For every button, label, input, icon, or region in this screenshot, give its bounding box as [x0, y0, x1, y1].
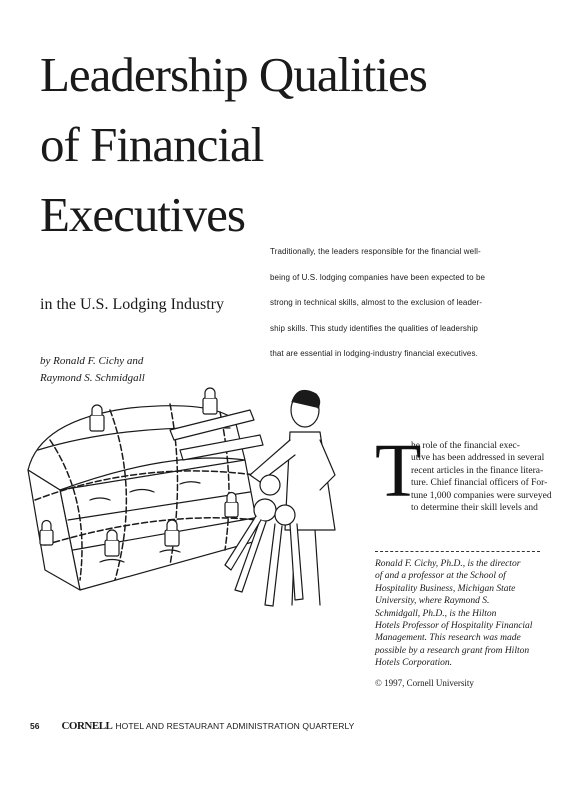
body-line-1: he role of the financial exec-: [411, 441, 520, 451]
bio-line-3: Hospitality Business, Michigan State: [375, 583, 516, 594]
abstract-line-2: being of U.S. lodging companies have been expected to be: [270, 272, 486, 282]
bio-line-4: University, where Raymond S.: [375, 596, 490, 607]
author-bio: [375, 558, 545, 670]
bio-line-5: Schmidgall, Ph.D., is the Hilton: [375, 608, 497, 619]
journal-logo: CORNELL: [61, 720, 113, 732]
treasure-chest-keys-icon: [20, 380, 365, 610]
title-line-3: Executives: [40, 187, 245, 242]
drop-cap: [375, 429, 422, 513]
byline-line-1: by Ronald F. Cichy and: [40, 355, 144, 367]
bio-line-9: Hotels Corporation.: [375, 658, 453, 669]
title-line-2: of Financial: [40, 117, 264, 172]
title-line-1: Leadership Qualities: [40, 47, 427, 102]
svg-text:T: T: [375, 429, 422, 513]
abstract: [270, 247, 510, 375]
body-line-6: to determine their skill levels and: [411, 503, 538, 514]
abstract-line-5: that are essential in lodging-industry financial executives.: [270, 349, 478, 358]
body-line-5: tune 1,000 companies were surveyed: [411, 490, 552, 501]
body-column: [375, 429, 552, 514]
separator-rule: [375, 551, 540, 552]
byline-line-2: Raymond S. Schmidgall: [40, 372, 145, 384]
page-footer: [30, 719, 354, 733]
abstract-line-3: strong in technical skills, almost to the exclusion of leader-: [270, 298, 483, 307]
body-line-3: recent articles in the finance litera-: [411, 465, 544, 476]
page-number: 56: [30, 721, 40, 731]
abstract-line-1: Traditionally, the leaders responsible for the financial well-: [270, 247, 481, 256]
copyright-notice: © 1997, Cornell University: [375, 678, 474, 688]
article-title: [40, 40, 427, 250]
body-line-4: ture. Chief financial officers of For-: [411, 478, 548, 489]
journal-name: HOTEL AND RESTAURANT ADMINISTRATION QUARTERLY: [115, 721, 355, 731]
bio-line-8: possible by a research grant from Hilton: [375, 645, 530, 656]
article-subtitle: in the U.S. Lodging Industry: [40, 296, 224, 313]
bio-line-2: of and a professor at the School of: [375, 571, 506, 582]
body-line-2: utive has been addressed in several: [411, 453, 545, 464]
bio-line-1: Ronald F. Cichy, Ph.D., is the director: [375, 559, 521, 569]
bio-line-6: Hotels Professor of Hospitality Financial: [375, 621, 533, 632]
abstract-line-4: ship skills. This study identifies the qualities of leadership: [270, 323, 478, 333]
bio-line-7: Management. This research was made: [375, 633, 521, 644]
